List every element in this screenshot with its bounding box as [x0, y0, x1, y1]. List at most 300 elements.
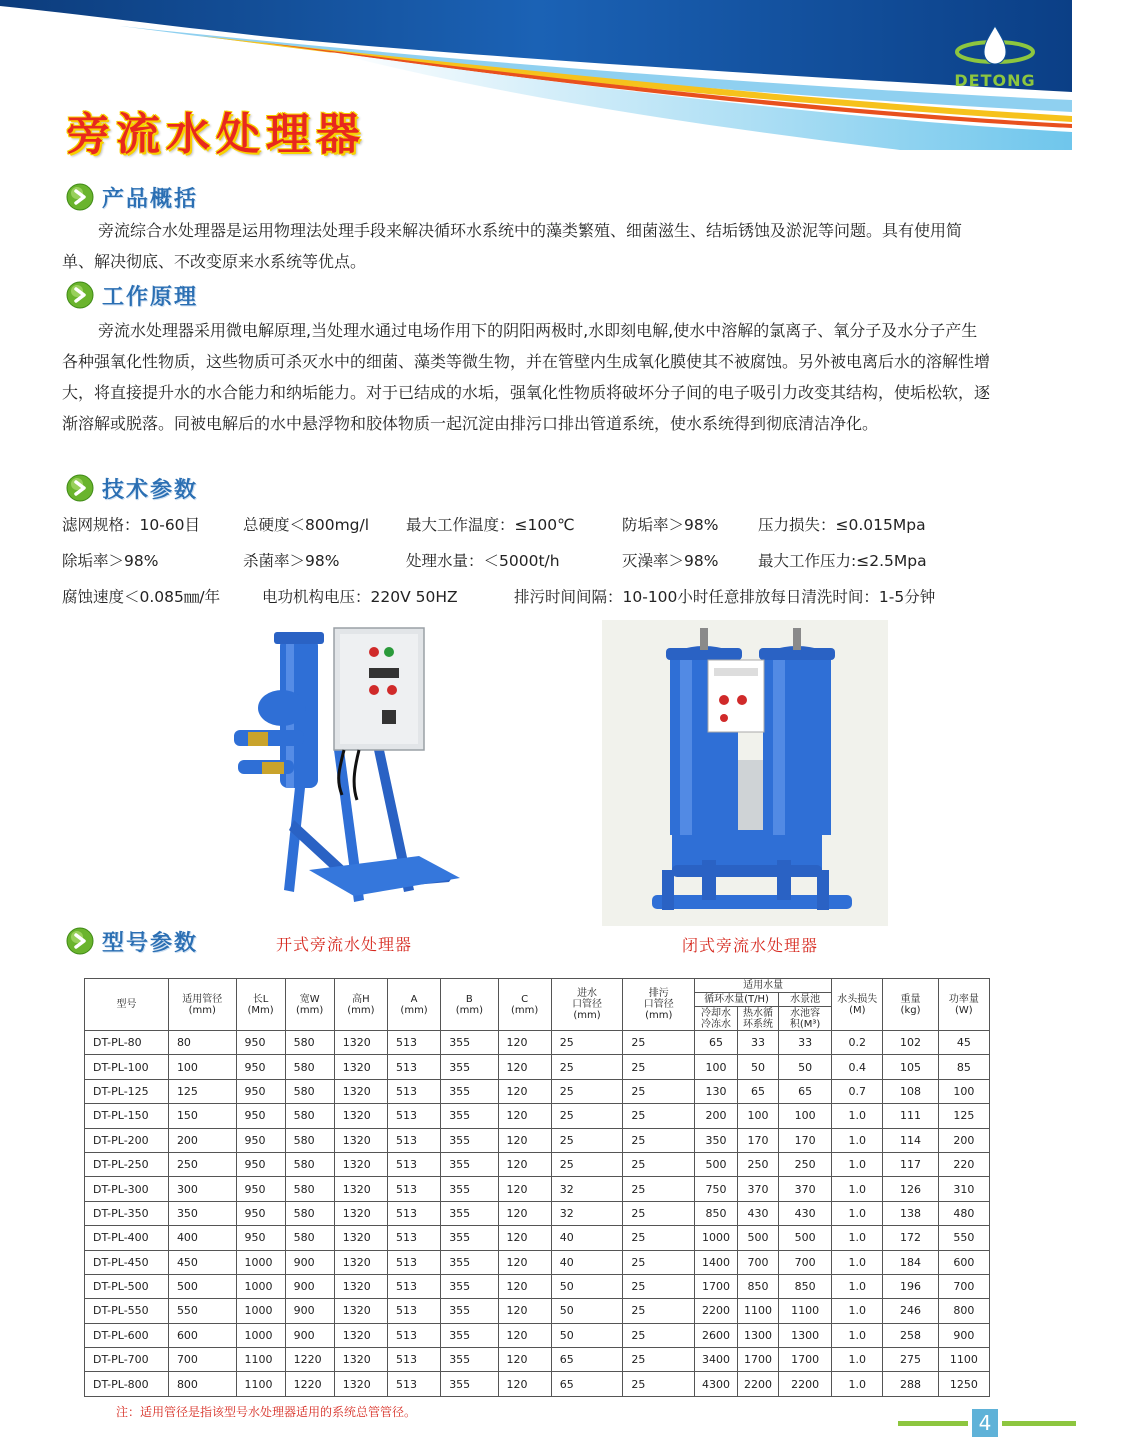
table-cell: 513: [387, 1128, 440, 1152]
table-cell: 25: [551, 1031, 623, 1055]
table-cell: 50: [778, 1055, 831, 1079]
section-heading-label: 技术参数: [102, 477, 199, 503]
table-cell: 0.4: [832, 1055, 883, 1079]
table-cell: 130: [695, 1079, 738, 1103]
table-cell: 120: [498, 1128, 551, 1152]
arrow-bullet-icon: [66, 927, 94, 955]
table-cell: 246: [883, 1299, 938, 1323]
table-cell: 1320: [334, 1274, 387, 1298]
table-cell: 1220: [285, 1348, 334, 1372]
table-cell: 950: [236, 1055, 285, 1079]
table-cell: 0.7: [832, 1079, 883, 1103]
table-cell: 100: [168, 1055, 236, 1079]
section-heading-principle: [66, 278, 198, 312]
table-cell: 105: [883, 1055, 938, 1079]
table-cell: 310: [938, 1177, 989, 1201]
table-cell: 125: [168, 1079, 236, 1103]
table-cell: 355: [441, 1055, 498, 1079]
table-cell: 580: [285, 1031, 334, 1055]
table-cell: 950: [236, 1226, 285, 1250]
table-cell: 111: [883, 1104, 938, 1128]
table-cell: 1320: [334, 1299, 387, 1323]
header-circulation: 循环水量(T/H): [695, 993, 779, 1007]
table-cell: 275: [883, 1348, 938, 1372]
table-cell: 355: [441, 1128, 498, 1152]
table-cell: 700: [938, 1274, 989, 1298]
table-cell: 513: [387, 1274, 440, 1298]
table-cell: 102: [883, 1031, 938, 1055]
caption-open-type: 开式旁流水处理器: [276, 935, 413, 954]
model-cell: DT-PL-200: [85, 1128, 169, 1152]
table-cell: 25: [623, 1128, 695, 1152]
table-cell: 1320: [334, 1226, 387, 1250]
table-cell: 1700: [695, 1274, 738, 1298]
table-cell: 25: [551, 1128, 623, 1152]
table-cell: 850: [778, 1274, 831, 1298]
table-cell: 288: [883, 1372, 938, 1396]
table-cell: 25: [623, 1031, 695, 1055]
table-cell: 1.0: [832, 1348, 883, 1372]
section-heading-label: 工作原理: [102, 284, 199, 310]
table-row: [85, 1250, 990, 1274]
table-cell: 355: [441, 1348, 498, 1372]
table-cell: 1.0: [832, 1201, 883, 1225]
table-cell: 50: [738, 1055, 779, 1079]
table-cell: 1100: [938, 1348, 989, 1372]
table-cell: 120: [498, 1152, 551, 1176]
table-cell: 500: [168, 1274, 236, 1298]
table-cell: 120: [498, 1104, 551, 1128]
table-cell: 700: [778, 1250, 831, 1274]
table-cell: 1320: [334, 1372, 387, 1396]
table-cell: 117: [883, 1152, 938, 1176]
footnote: 注：适用管径是指该型号水处理器适用的系统总管管径。: [116, 1405, 417, 1419]
header-c: C (mm): [498, 979, 551, 1031]
table-cell: 25: [551, 1152, 623, 1176]
section-heading-label: 产品概括: [102, 186, 199, 212]
table-cell: 1300: [778, 1323, 831, 1347]
table-cell: 950: [236, 1177, 285, 1201]
spec-row-2: [62, 549, 1062, 579]
table-cell: 513: [387, 1055, 440, 1079]
table-cell: 513: [387, 1323, 440, 1347]
table-cell: 50: [551, 1323, 623, 1347]
table-cell: 25: [623, 1372, 695, 1396]
table-cell: 25: [551, 1055, 623, 1079]
section-heading-label: 型号参数: [102, 930, 199, 956]
page-number: 4: [972, 1409, 998, 1437]
header-weight: 重量 (kg): [883, 979, 938, 1031]
table-cell: 65: [551, 1372, 623, 1396]
table-cell: 1.0: [832, 1177, 883, 1201]
table-cell: 40: [551, 1250, 623, 1274]
table-cell: 100: [738, 1104, 779, 1128]
model-cell: DT-PL-250: [85, 1152, 169, 1176]
header-width: 宽W (mm): [285, 979, 334, 1031]
table-cell: 250: [778, 1152, 831, 1176]
table-cell: 65: [695, 1031, 738, 1055]
table-cell: 700: [738, 1250, 779, 1274]
table-cell: 1.0: [832, 1299, 883, 1323]
table-cell: 355: [441, 1226, 498, 1250]
table-row: [85, 1128, 990, 1152]
table-cell: 1320: [334, 1128, 387, 1152]
table-cell: 1320: [334, 1201, 387, 1225]
table-cell: 200: [695, 1104, 738, 1128]
table-cell: 800: [168, 1372, 236, 1396]
table-cell: 580: [285, 1104, 334, 1128]
table-cell: 513: [387, 1250, 440, 1274]
table-cell: 150: [168, 1104, 236, 1128]
table-cell: 900: [285, 1250, 334, 1274]
table-cell: 1100: [236, 1372, 285, 1396]
table-cell: 25: [623, 1274, 695, 1298]
table-cell: 120: [498, 1031, 551, 1055]
table-cell: 1400: [695, 1250, 738, 1274]
model-cell: DT-PL-300: [85, 1177, 169, 1201]
table-cell: 355: [441, 1177, 498, 1201]
table-cell: 200: [938, 1128, 989, 1152]
model-cell: DT-PL-600: [85, 1323, 169, 1347]
table-cell: 950: [236, 1079, 285, 1103]
table-cell: 580: [285, 1128, 334, 1152]
table-cell: 25: [623, 1323, 695, 1347]
table-cell: 1.0: [832, 1372, 883, 1396]
table-cell: 1.0: [832, 1250, 883, 1274]
table-cell: 370: [778, 1177, 831, 1201]
table-cell: 114: [883, 1128, 938, 1152]
table-cell: 1.0: [832, 1226, 883, 1250]
spec-item: 腐蚀速度＜0.085㎜/年: [62, 588, 221, 606]
model-parameters-table: [84, 978, 990, 1397]
table-cell: 600: [938, 1250, 989, 1274]
table-cell: 480: [938, 1201, 989, 1225]
table-cell: 1000: [236, 1299, 285, 1323]
table-row: [85, 1177, 990, 1201]
header-cooling: 冷却水 冷冻水: [695, 1007, 738, 1031]
table-cell: 170: [778, 1128, 831, 1152]
table-cell: 80: [168, 1031, 236, 1055]
table-cell: 900: [285, 1274, 334, 1298]
section-heading-models: [66, 924, 198, 958]
closed-type-equipment-photo: [602, 620, 888, 926]
header-hot-water: 热水循 环系统: [738, 1007, 779, 1031]
table-cell: 900: [285, 1299, 334, 1323]
spec-item: 防垢率＞98%: [622, 516, 719, 534]
table-cell: 2200: [738, 1372, 779, 1396]
arrow-bullet-icon: [66, 183, 94, 211]
table-cell: 0.2: [832, 1031, 883, 1055]
model-cell: DT-PL-400: [85, 1226, 169, 1250]
spec-item: 电功机构电压：220V 50HZ: [262, 588, 458, 606]
caption-closed-type: 闭式旁流水处理器: [682, 936, 819, 955]
table-cell: 45: [938, 1031, 989, 1055]
table-cell: 32: [551, 1177, 623, 1201]
table-cell: 1100: [738, 1299, 779, 1323]
header-flow: 适用水量: [695, 979, 832, 993]
table-cell: 1700: [778, 1348, 831, 1372]
spec-item: 滤网规格：10-60目: [62, 516, 201, 534]
table-cell: 120: [498, 1323, 551, 1347]
model-cell: DT-PL-800: [85, 1372, 169, 1396]
table-cell: 1000: [236, 1323, 285, 1347]
header-power: 功率量 (W): [938, 979, 989, 1031]
table-row: [85, 1079, 990, 1103]
table-row: [85, 1323, 990, 1347]
detong-logo: [948, 22, 1058, 92]
table-cell: 250: [738, 1152, 779, 1176]
spec-item: 灭澡率＞98%: [622, 552, 719, 570]
header-pipe: 适用管径 (mm): [168, 979, 236, 1031]
table-cell: 65: [778, 1079, 831, 1103]
table-cell: 950: [236, 1031, 285, 1055]
table-cell: 580: [285, 1152, 334, 1176]
table-cell: 513: [387, 1201, 440, 1225]
table-cell: 120: [498, 1177, 551, 1201]
table-cell: 513: [387, 1177, 440, 1201]
table-cell: 355: [441, 1299, 498, 1323]
table-cell: 25: [623, 1201, 695, 1225]
table-cell: 4300: [695, 1372, 738, 1396]
table-cell: 170: [738, 1128, 779, 1152]
table-cell: 125: [938, 1104, 989, 1128]
water-drop-icon: [948, 22, 1058, 92]
table-cell: 550: [938, 1226, 989, 1250]
table-cell: 1000: [236, 1250, 285, 1274]
table-cell: 1320: [334, 1055, 387, 1079]
table-cell: 200: [168, 1128, 236, 1152]
table-cell: 370: [738, 1177, 779, 1201]
table-cell: 120: [498, 1274, 551, 1298]
table-cell: 25: [551, 1104, 623, 1128]
table-cell: 1.0: [832, 1128, 883, 1152]
table-cell: 25: [623, 1250, 695, 1274]
page-title: 旁流水处理器: [66, 109, 366, 160]
table-cell: 120: [498, 1250, 551, 1274]
table-cell: 580: [285, 1055, 334, 1079]
table-row: [85, 1055, 990, 1079]
table-cell: 250: [168, 1152, 236, 1176]
spec-row-3: [62, 585, 1062, 615]
table-cell: 700: [168, 1348, 236, 1372]
table-row: [85, 1372, 990, 1396]
table-cell: 2600: [695, 1323, 738, 1347]
table-cell: 1.0: [832, 1323, 883, 1347]
table-cell: 32: [551, 1201, 623, 1225]
table-cell: 1.0: [832, 1104, 883, 1128]
table-row: [85, 1104, 990, 1128]
table-cell: 1100: [778, 1299, 831, 1323]
table-cell: 33: [778, 1031, 831, 1055]
table-cell: 850: [738, 1274, 779, 1298]
table-cell: 900: [938, 1323, 989, 1347]
table-row: [85, 1226, 990, 1250]
model-cell: DT-PL-500: [85, 1274, 169, 1298]
model-cell: DT-PL-450: [85, 1250, 169, 1274]
table-cell: 355: [441, 1372, 498, 1396]
table-cell: 25: [623, 1299, 695, 1323]
table-cell: 355: [441, 1274, 498, 1298]
header-b: B (mm): [441, 979, 498, 1031]
table-cell: 500: [738, 1226, 779, 1250]
table-cell: 430: [778, 1201, 831, 1225]
table-cell: 513: [387, 1226, 440, 1250]
table-cell: 50: [551, 1274, 623, 1298]
spec-item: 最大工作压力:≤2.5Mpa: [758, 552, 927, 570]
table-cell: 1320: [334, 1152, 387, 1176]
table-cell: 25: [623, 1104, 695, 1128]
table-cell: 600: [168, 1323, 236, 1347]
model-cell: DT-PL-350: [85, 1201, 169, 1225]
table-cell: 1320: [334, 1177, 387, 1201]
table-cell: 1.0: [832, 1274, 883, 1298]
table-cell: 400: [168, 1226, 236, 1250]
table-cell: 850: [695, 1201, 738, 1225]
table-cell: 25: [623, 1348, 695, 1372]
spec-item: 杀菌率＞98%: [243, 552, 340, 570]
table-cell: 513: [387, 1079, 440, 1103]
table-cell: 1320: [334, 1323, 387, 1347]
table-cell: 120: [498, 1079, 551, 1103]
table-cell: 800: [938, 1299, 989, 1323]
table-cell: 25: [623, 1226, 695, 1250]
model-cell: DT-PL-125: [85, 1079, 169, 1103]
header-pool: 水景池: [778, 993, 831, 1007]
table-cell: 1320: [334, 1250, 387, 1274]
table-row: [85, 1299, 990, 1323]
spec-item: 排污时间间隔：10-100小时任意排放每日清洗时间：1-5分钟: [514, 588, 936, 606]
table-row: [85, 1152, 990, 1176]
table-cell: 1320: [334, 1104, 387, 1128]
svg-text:DETONG: DETONG: [954, 71, 1036, 90]
table-cell: 450: [168, 1250, 236, 1274]
spec-item: 总硬度＜800mg/l: [243, 516, 370, 534]
table-cell: 950: [236, 1152, 285, 1176]
table-cell: 1700: [738, 1348, 779, 1372]
table-cell: 1000: [695, 1226, 738, 1250]
table-cell: 900: [285, 1323, 334, 1347]
table-row: [85, 1031, 990, 1055]
open-type-equipment-photo: [224, 620, 464, 910]
principle-paragraph: 旁流水处理器采用微电解原理,当处理水通过电场作用下的阴阳两极时,水即刻电解,使水中溶解的氯离子、氧分子及水分子产生各种强氧化性物质，这些物质可杀灭水中的细菌、藻类等微生物，并在管壁内生成氧化膜使其不被腐蚀。另外被电离后水的溶解性增大，将直接提升水的水合能力和纳垢能力。对于已结成的水垢，强氧化性物质将破坏分子间的电子吸引力改变其结构，使垢松软，逐渐溶解或脱落。同被电解后的水中悬浮物和胶体物质一起沉淀由排污口排出管道系统，使水系统得到彻底清洁净化。: [62, 321, 991, 433]
table-cell: 513: [387, 1031, 440, 1055]
table-cell: 355: [441, 1152, 498, 1176]
header-inlet: 进水 口管径 (mm): [551, 979, 623, 1031]
table-cell: 2200: [695, 1299, 738, 1323]
header-length: 长L (Mm): [236, 979, 285, 1031]
header-height: 高H (mm): [334, 979, 387, 1031]
table-cell: 120: [498, 1226, 551, 1250]
spec-row-1: [62, 513, 1062, 543]
table-cell: 950: [236, 1128, 285, 1152]
table-cell: 750: [695, 1177, 738, 1201]
table-cell: 25: [623, 1079, 695, 1103]
table-cell: 950: [236, 1104, 285, 1128]
table-cell: 120: [498, 1299, 551, 1323]
table-cell: 100: [695, 1055, 738, 1079]
header-model: 型号: [85, 979, 169, 1031]
table-cell: 550: [168, 1299, 236, 1323]
table-cell: 1000: [236, 1274, 285, 1298]
header-head-loss: 水头损失 (M): [832, 979, 883, 1031]
table-cell: 184: [883, 1250, 938, 1274]
table-cell: 580: [285, 1079, 334, 1103]
table-cell: 513: [387, 1299, 440, 1323]
table-row: [85, 1201, 990, 1225]
table-cell: 172: [883, 1226, 938, 1250]
table-cell: 950: [236, 1201, 285, 1225]
table-cell: 65: [738, 1079, 779, 1103]
spec-item: 最大工作温度：≤100℃: [406, 516, 575, 534]
spec-item: 压力损失：≤0.015Mpa: [758, 516, 926, 534]
table-cell: 1320: [334, 1031, 387, 1055]
model-cell: DT-PL-80: [85, 1031, 169, 1055]
table-cell: 120: [498, 1348, 551, 1372]
spec-item: 除垢率＞98%: [62, 552, 159, 570]
arrow-bullet-icon: [66, 474, 94, 502]
table-cell: 580: [285, 1226, 334, 1250]
table-cell: 355: [441, 1201, 498, 1225]
table-cell: 500: [695, 1152, 738, 1176]
model-cell: DT-PL-150: [85, 1104, 169, 1128]
table-cell: 513: [387, 1152, 440, 1176]
header-a: A (mm): [387, 979, 440, 1031]
table-cell: 120: [498, 1055, 551, 1079]
table-cell: 513: [387, 1348, 440, 1372]
table-cell: 355: [441, 1323, 498, 1347]
table-row: [85, 1274, 990, 1298]
table-cell: 1250: [938, 1372, 989, 1396]
model-cell: DT-PL-550: [85, 1299, 169, 1323]
model-cell: DT-PL-700: [85, 1348, 169, 1372]
table-cell: 1320: [334, 1348, 387, 1372]
table-cell: 126: [883, 1177, 938, 1201]
table-cell: 108: [883, 1079, 938, 1103]
table-cell: 355: [441, 1031, 498, 1055]
table-cell: 1100: [236, 1348, 285, 1372]
table-cell: 350: [168, 1201, 236, 1225]
table-row: [85, 1348, 990, 1372]
table-cell: 196: [883, 1274, 938, 1298]
table-cell: 355: [441, 1104, 498, 1128]
table-cell: 65: [551, 1348, 623, 1372]
spec-item: 处理水量：＜5000t/h: [406, 552, 560, 570]
arrow-bullet-icon: [66, 281, 94, 309]
table-cell: 513: [387, 1104, 440, 1128]
table-cell: 580: [285, 1177, 334, 1201]
section-heading-specs: [66, 471, 198, 505]
table-cell: 25: [623, 1177, 695, 1201]
table-cell: 100: [778, 1104, 831, 1128]
table-cell: 258: [883, 1323, 938, 1347]
section-heading-overview: [66, 180, 198, 214]
table-cell: 300: [168, 1177, 236, 1201]
table-cell: 1220: [285, 1372, 334, 1396]
table-cell: 120: [498, 1201, 551, 1225]
table-cell: 25: [623, 1152, 695, 1176]
table-cell: 1.0: [832, 1152, 883, 1176]
table-cell: 500: [778, 1226, 831, 1250]
table-cell: 120: [498, 1372, 551, 1396]
table-cell: 100: [938, 1079, 989, 1103]
table-cell: 25: [623, 1055, 695, 1079]
table-cell: 2200: [778, 1372, 831, 1396]
table-cell: 3400: [695, 1348, 738, 1372]
table-cell: 1320: [334, 1079, 387, 1103]
header-drain: 排污 口管径 (mm): [623, 979, 695, 1031]
overview-paragraph: 旁流综合水处理器是运用物理法处理手段来解决循环水系统中的藻类繁殖、细菌滋生、结垢锈蚀及淤泥等问题。具有使用简单、解决彻底、不改变原来水系统等优点。: [62, 221, 963, 271]
table-cell: 355: [441, 1079, 498, 1103]
